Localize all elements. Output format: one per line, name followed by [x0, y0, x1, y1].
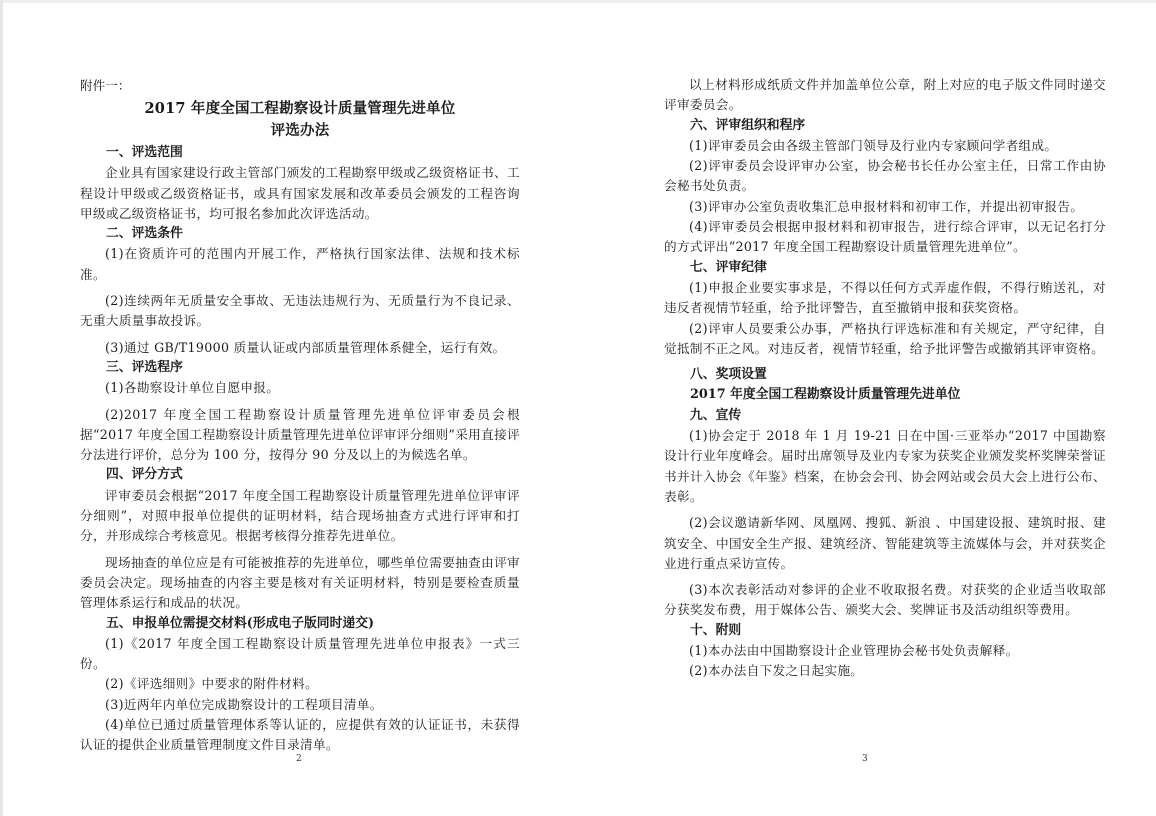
- page-content: [80, 76, 520, 756]
- section-heading: 九、宣传: [690, 407, 742, 423]
- page-number: 3: [862, 754, 868, 764]
- document-title: 2017 年度全国工程勘察设计质量管理先进单位: [144, 100, 456, 117]
- section-heading: 四、评分方式: [106, 467, 183, 483]
- paragraph: (4)评审委员会根据申报材料和初审报告，进行综合评审，以无记名打分的方式评出“2017 年度全国工程勘察设计质量管理先进单位”。: [664, 219, 1106, 255]
- paragraph: (2)会议邀请新华网、凤凰网、搜狐、新浪 、中国建设报、建筑时报、建筑安全、中国安全生产报、建筑经济、智能建筑等主流媒体与会，并对获奖企业进行重点采访宣传。: [664, 515, 1106, 571]
- paragraph: (2)2017 年度全国工程勘察设计质量管理先进单位评审委员会根据“2017 年度全国工程勘察设计质量管理先进单位评审评分细则”采用直接评分法进行评价，总分为 100 分，按得分 90 分及以上的为候选名单。: [80, 406, 520, 463]
- paragraph: (2)评审人员要秉公办事，严格执行评选标准和有关规定，严守纪律，自觉抵制不正之风。对违反者，视情节轻重，给予批评警告或撤销其评审资格。: [664, 320, 1106, 356]
- attachment-label: 附件一：: [80, 78, 131, 93]
- section-heading: 七、评审纪律: [690, 259, 767, 275]
- section-heading: 八、奖项设置: [690, 367, 767, 383]
- section-heading: 六、评审组织和程序: [690, 117, 806, 133]
- paragraph: (1)申报企业要实事求是，不得以任何方式弄虚作假，不得行贿送礼，对违反者视情节轻重，给予批评警告，直至撤销申报和获奖资格。: [664, 279, 1106, 316]
- page-number: 2: [296, 754, 302, 764]
- paragraph: (1)各勘察设计单位自愿申报。: [105, 380, 280, 396]
- section-heading: 十、附则: [690, 622, 742, 638]
- paragraph: 评审委员会根据“2017 年度全国工程勘察设计质量管理先进单位评审评分细则”，对照申报单位提供的证明材料，结合现场抽查方式进行评审和打分，并形成综合考核意见。根据考核得分推荐先进单位。: [80, 487, 520, 544]
- section-heading: 一、评选范围: [106, 145, 183, 160]
- paragraph: (3)近两年内单位完成勘察设计的工程项目清单。: [105, 696, 383, 712]
- paragraph: (1)评审委员会由各级主管部门领导及行业内专家顾问学者组成。: [689, 137, 1058, 153]
- paragraph: (3)通过 GB/T19000 质量认证或内部质量管理体系健全，运行有效。: [105, 339, 506, 355]
- section-heading: 三、评选程序: [106, 359, 183, 375]
- paragraph: (4)单位已通过质量管理体系等认证的，应提供有效的认证证书，未获得认证的提供企业质量管理制度文件目录清单。: [80, 717, 520, 753]
- paragraph: (2)本办法自下发之日起实施。: [689, 663, 864, 679]
- award-name: 2017 年度全国工程勘察设计质量管理先进单位: [690, 387, 961, 403]
- section-heading: 二、评选条件: [106, 226, 183, 242]
- paragraph: (1)《2017 年度全国工程勘察设计质量管理先进单位申报表》一式三份。: [80, 635, 520, 672]
- paragraph: 企业具有国家建设行政主管部门颁发的工程勘察甲级或乙级资格证书、工程设计甲级或乙级资格证书，或具有国家发展和改革委员会颁发的工程咨询甲级或乙级资格证书，均可报名参加此次评选活动。: [80, 165, 520, 221]
- paragraph: (1)在资质许可的范围内开展工作，严格执行国家法律、法规和技术标准。: [80, 246, 520, 282]
- document-page-right: [578, 0, 1156, 816]
- paragraph: (3)评审办公室负责收集汇总申报材料和初审工作，并提出初审报告。: [689, 198, 1084, 214]
- paragraph: (2)连续两年无质量安全事故、无违法违规行为、无质量行为不良记录、无重大质量事故投诉。: [80, 293, 520, 329]
- page-content: [664, 75, 1106, 682]
- paragraph: (1)本办法由中国勘察设计企业管理协会秘书处负责解释。: [689, 643, 1019, 659]
- paragraph: 现场抽查的单位应是有可能被推荐的先进单位，哪些单位需要抽查由评审委员会决定。现场抽查的内容主要是核对有关证明材料，特别是要检查质量管理体系运行和成品的状况。: [80, 554, 520, 611]
- document-subtitle: 评选办法: [270, 122, 330, 139]
- paragraph: (2)评审委员会设评审办公室，协会秘书长任办公室主任，日常工作由协会秘书处负责。: [664, 158, 1106, 194]
- paragraph: (1)协会定于 2018 年 1 月 19-21 日在中国·三亚举办“2017 中国勘察设计行业年度峰会。届时出席领导及业内专家为获奖企业颁发奖杯奖牌荣誉证书并计入协会《年鉴》档案，在协会会刊、协会网站或会员大会上进行公布、表彰。: [664, 428, 1106, 504]
- paragraph: 以上材料形成纸质文件并加盖单位公章，附上对应的电子版文件同时递交评审委员会。: [664, 77, 1106, 113]
- section-heading: 五、申报单位需提交材料(形成电子版同时递交): [106, 615, 375, 631]
- paragraph: (2)《评选细则》中要求的附件材料。: [105, 676, 319, 692]
- paragraph: (3)本次表彰活动对参评的企业不收取报名费。对获奖的企业适当收取部分获奖发布费，用于媒体公告、颁奖大会、奖牌证书及活动组织等费用。: [664, 582, 1106, 618]
